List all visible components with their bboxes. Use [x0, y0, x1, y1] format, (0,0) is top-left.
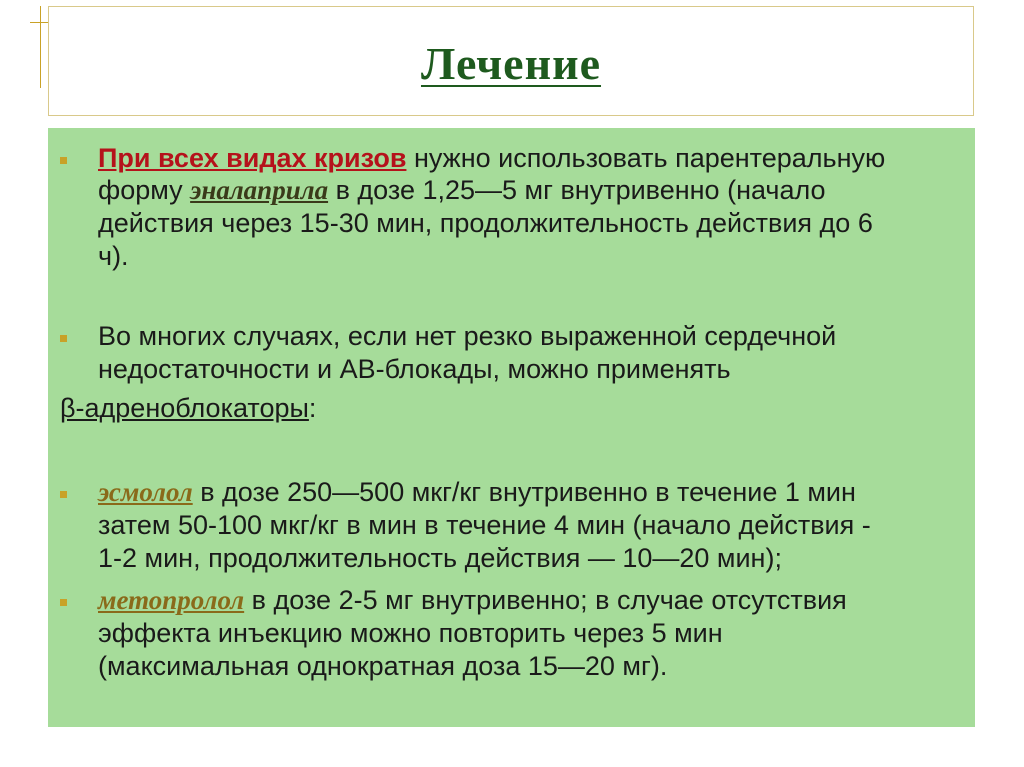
- beta-term: β-адреноблокаторы: [60, 393, 309, 423]
- item3-line1: эсмолол в дозе 250—500 мкг/кг внутривенно в течение 1 мин: [98, 477, 856, 507]
- item3-drug: эсмолол: [98, 477, 193, 507]
- item4-line2: эффекта инъекцию можно повторить через 5 мин: [98, 618, 723, 648]
- slide-title: Лечение: [420, 38, 602, 89]
- beta-line: β-адреноблокаторы:: [60, 393, 317, 423]
- bullet-icon: [60, 491, 67, 498]
- item2-line1: Во многих случаях, если нет резко выраженной сердечной: [98, 321, 837, 351]
- item4-drug: метопролол: [98, 585, 245, 615]
- item4-line3: (максимальная однократная доза 15—20 мг).: [98, 651, 668, 681]
- item2-line2: недостаточности и АВ-блокады, можно применять: [98, 354, 731, 384]
- item1-drug: эналаприла: [190, 175, 329, 205]
- bullet-icon: [60, 599, 67, 606]
- bullet-icon: [60, 335, 67, 342]
- item1-line1: При всех видах кризов нужно использовать парентеральную: [98, 143, 886, 173]
- item3-line2: затем 50-100 мкг/кг в мин в течение 4 мин (начало действия -: [98, 510, 871, 540]
- item4-line1: метопролол в дозе 2-5 мг внутривенно; в случае отсутствия: [98, 585, 847, 615]
- item1-line2: форму эналаприла в дозе 1,25—5 мг внутривенно (начало: [98, 175, 826, 205]
- item3-line3: 1-2 мин, продолжительность действия — 10—20 мин);: [98, 543, 782, 573]
- decorative-vertical-line: [40, 6, 41, 88]
- title-box: [48, 6, 974, 116]
- content-panel: [48, 128, 975, 727]
- bullet-icon: [60, 157, 67, 164]
- item1-line3: действия через 15-30 мин, продолжительность действия до 6: [98, 208, 873, 238]
- item1-highlight: При всех видах кризов: [98, 143, 407, 173]
- item1-line4: ч).: [98, 241, 129, 271]
